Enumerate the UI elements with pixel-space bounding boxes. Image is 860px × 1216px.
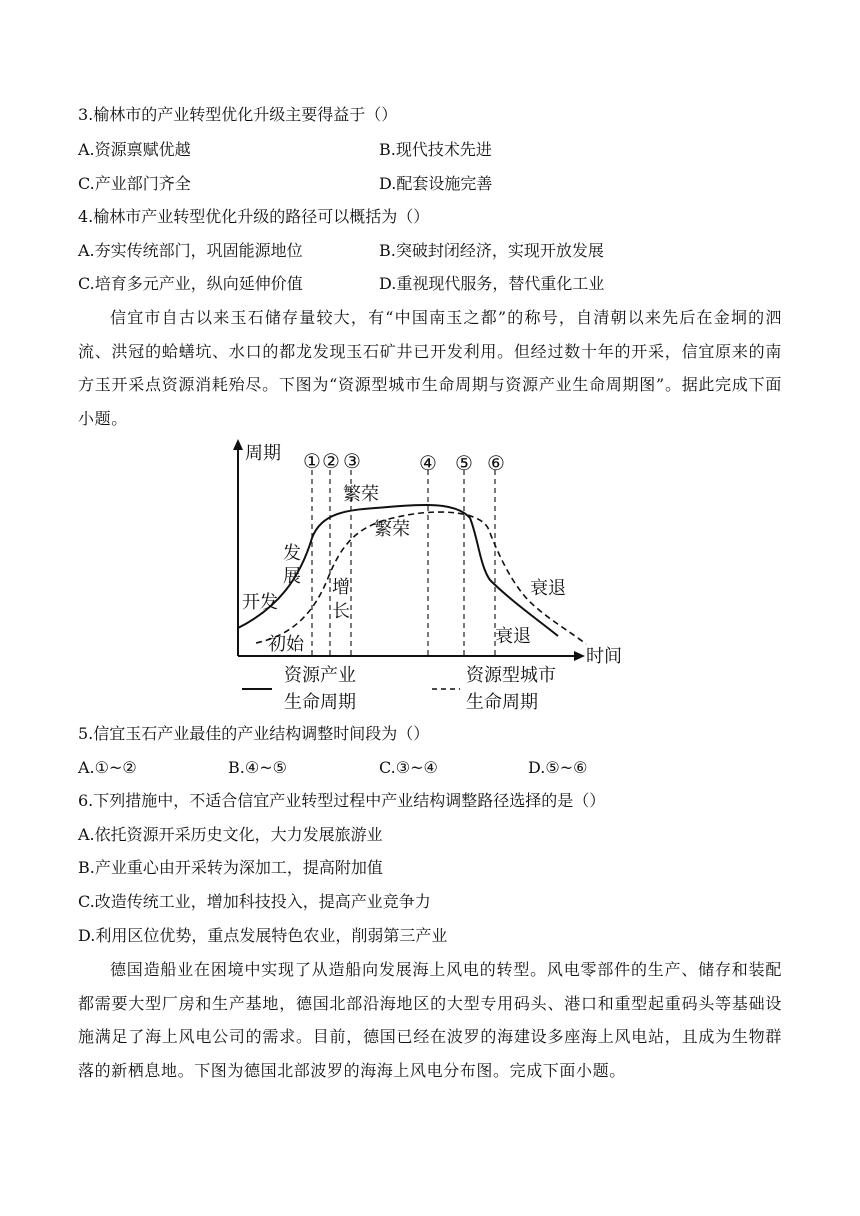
legend-city-label-1: 资源型城市 [466,665,556,686]
marker-label-4: ④ [419,451,437,475]
q5-option-d: D.⑤~⑥ [528,758,588,777]
marker-label-5: ⑤ [455,451,473,475]
y-axis-label: 周期 [245,443,281,464]
q4-option-b: B.突破封闭经济，实现开放发展 [379,241,604,260]
q5-option-a: A.①~② [78,758,137,777]
q6-option-d: D.利用区位优势，重点发展特色农业，削弱第三产业 [78,926,448,945]
marker-label-3: ③ [343,449,361,473]
industry-stage-prosper: 繁荣 [343,484,379,505]
industry-stage-grow-2: 展 [283,566,301,587]
marker-label-2: ② [322,449,340,473]
q5-option-c: C.③~④ [379,758,438,777]
q5-option-b: B.④~⑤ [228,758,287,777]
city-stage-prosper: 繁荣 [374,519,410,540]
q3-stem: 3.榆林市的产业转型优化升级主要得益于（） [78,105,398,124]
legend-industry-label-1: 资源产业 [284,665,356,686]
life-cycle-diagram [228,438,638,720]
q6-stem: 6.下列措施中，不适合信宜产业转型过程中产业结构调整路径选择的是（） [78,791,606,810]
industry-stage-grow-1: 发 [283,543,301,564]
x-axis-arrow-icon [574,651,585,661]
marker-label-6: ⑥ [487,451,505,475]
y-axis-arrow-icon [233,439,243,450]
q3-option-c: C.产业部门齐全 [78,174,191,193]
q4-option-d: D.重视现代服务，替代重化工业 [379,274,605,293]
q3-option-b: B.现代技术先进 [379,140,492,159]
legend-industry-label-2: 生命周期 [284,692,356,713]
q5-stem: 5.信宜玉石产业最佳的产业结构调整时间段为（） [78,724,430,743]
q6-option-b: B.产业重心由开采转为深加工，提高附加值 [78,858,383,877]
q6-option-c: C.改造传统工业，增加科技投入，提高产业竞争力 [78,892,431,911]
legend-city-label-2: 生命周期 [466,692,538,713]
marker-label-1: ① [303,449,321,473]
city-stage-increase-2: 长 [332,601,350,622]
passage-xinyi: 信宜市自古以来玉石储存量较大，有“中国南玉之都”的称号，自清朝以来先后在金垌的泗流、洪冠的蛤蟮坑、水口的都龙发现玉石矿井已开发利用。但经过数十年的开采，信宜原来的南方玉开采点资源消耗殆尽。下图为“资源型城市生命周期与资源产业生命周期图”。据此完成下面小题。 [78,308,782,428]
q4-option-c: C.培育多元产业，纵向延伸价值 [78,274,303,293]
city-stage-decline: 衰退 [530,578,566,599]
q4-stem: 4.榆林市产业转型优化升级的路径可以概括为（） [78,207,430,226]
city-stage-initial: 初始 [268,634,304,655]
passage-germany: 德国造船业在困境中实现了从造船向发展海上风电的转型。风电零部件的生产、储存和装配都需要大型厂房和生产基地，德国北部沿海地区的大型专用码头、港口和重型起重码头等基础设施满足了海上风电公司的需求。目前，德国已经在波罗的海建设多座海上风电站，且成为生物群落的新栖息地。下图为德国北部波罗的海海上风电分布图。完成下面小题。 [78,960,782,1080]
industry-stage-develop: 开发 [242,592,278,613]
marker-lines [312,470,495,656]
city-stage-increase-1: 增 [332,577,350,598]
q3-option-a: A.资源禀赋优越 [78,140,191,159]
x-axis-label: 时间 [586,646,622,667]
q6-option-a: A.依托资源开采历史文化，大力发展旅游业 [78,825,383,844]
industry-stage-decline: 衰退 [495,626,531,647]
q4-option-a: A.夯实传统部门，巩固能源地位 [78,241,303,260]
q3-option-d: D.配套设施完善 [379,174,493,193]
